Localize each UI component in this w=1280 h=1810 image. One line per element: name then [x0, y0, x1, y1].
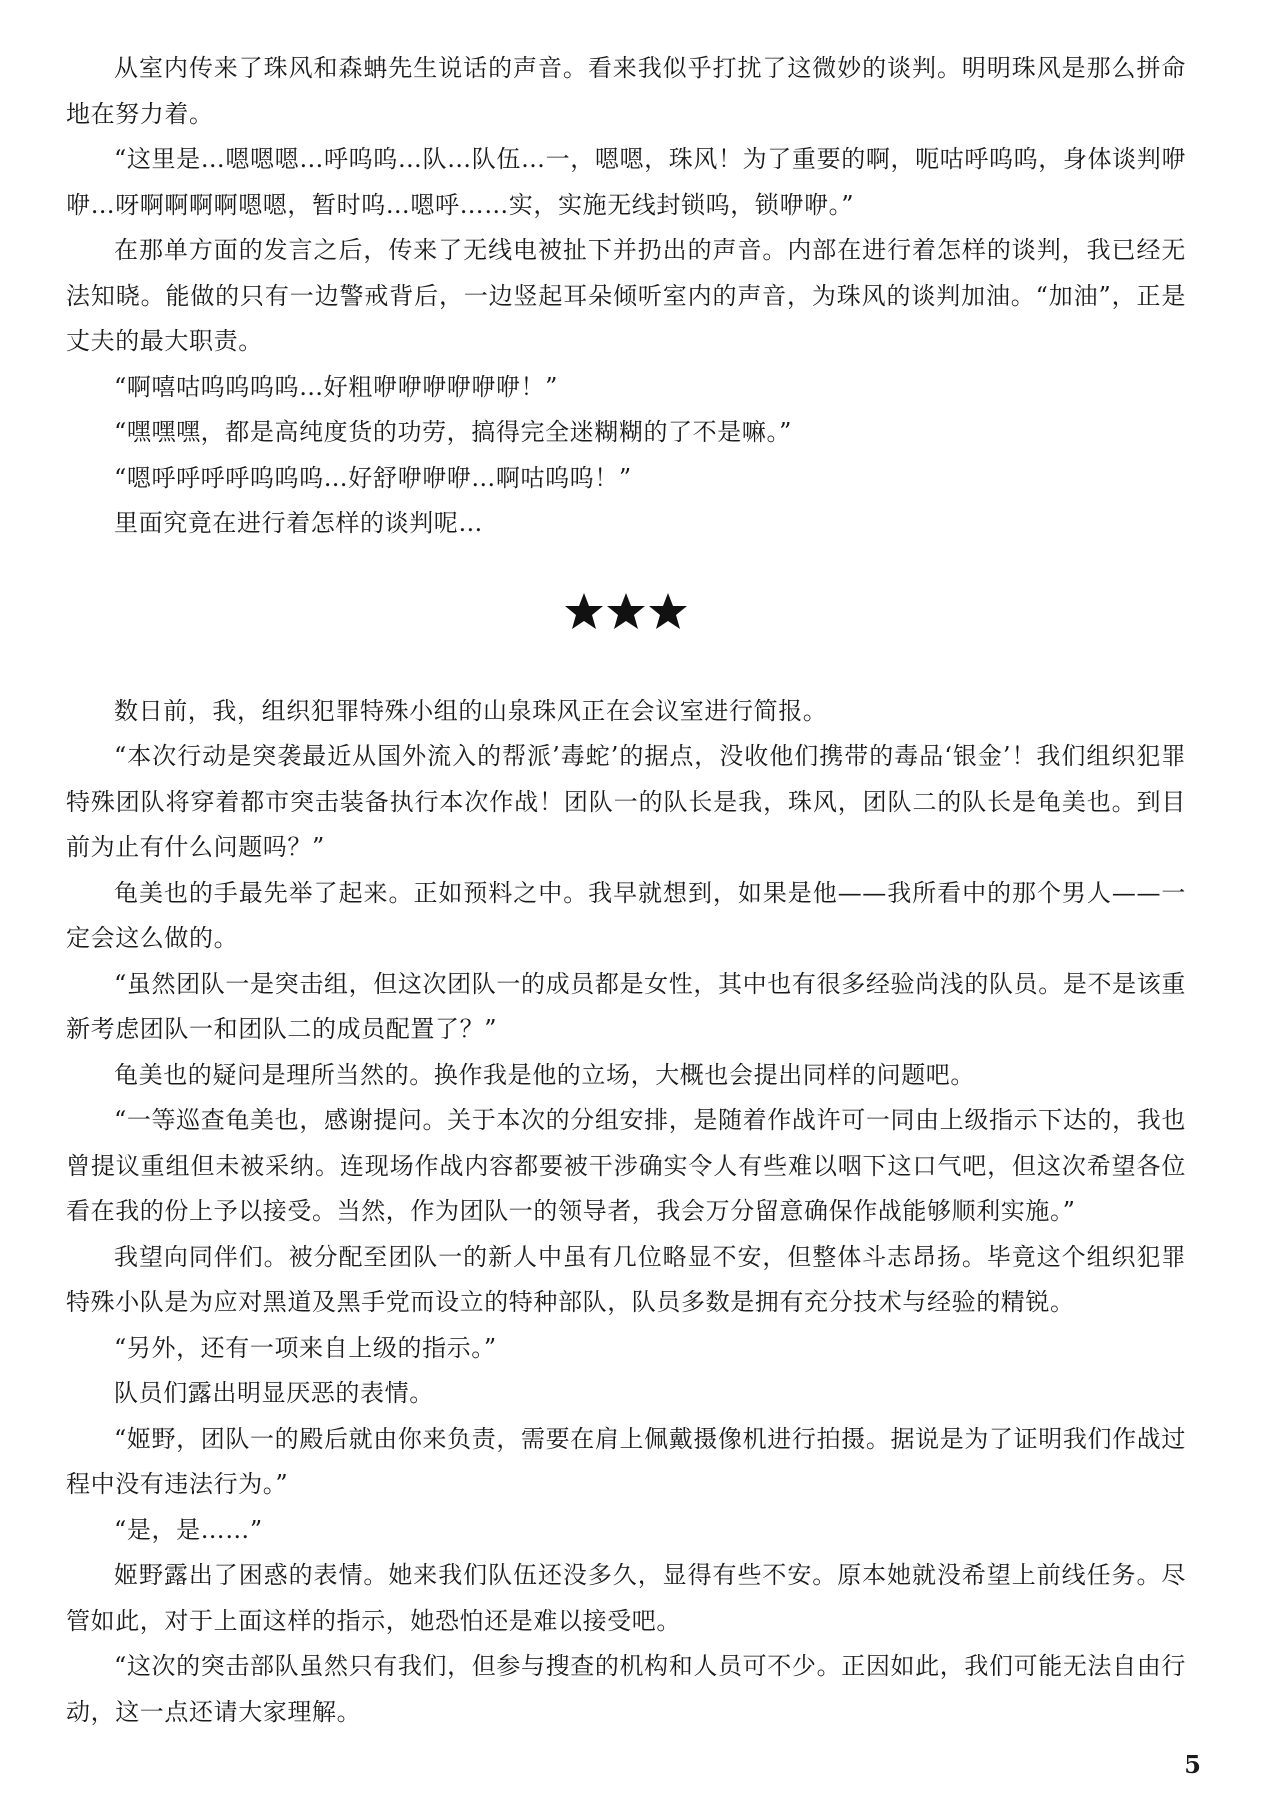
star-icon: [565, 593, 603, 629]
paragraph: “嘿嘿嘿，都是高纯度货的功劳，搞得完全迷糊糊的了不是嘛。”: [114, 418, 792, 446]
page-number: 5: [1184, 1750, 1201, 1779]
paragraph: 在那单方面的发言之后，传来了无线电被扯下并扔出的声音。内部在进行着怎样的谈判，我已经无法知晓。能做的只有一边警戒背后，一边竖起耳朵倾听室内的声音，为珠风的谈判加油。“加油”，正是丈夫的最大职责。: [66, 236, 1186, 355]
paragraph: “姬野，团队一的殿后就由你来负责，需要在肩上佩戴摄像机进行拍摄。据说是为了证明我们作战过程中没有违法行为。”: [66, 1424, 1186, 1498]
paragraph: “啊嘻咕呜呜呜呜…好粗咿咿咿咿咿咿！”: [114, 372, 558, 401]
paragraph: “是，是……”: [114, 1515, 263, 1544]
paragraph: “本次行动是突袭最近从国外流入的帮派’毒蛇’的据点，没收他们携带的毒品‘银金’！我们组织犯罪特殊团队将穿着都市突击装备执行本次作战！团队一的队长是我，珠风，团队二的队长是龟美也。到目前为止有什么问题吗？”: [66, 742, 1186, 861]
paragraph: 姬野露出了困惑的表情。她来我们队伍还没多久，显得有些不安。原本她就没希望上前线任务。尽管如此，对于上面这样的指示，她恐怕还是难以接受吧。: [66, 1561, 1186, 1635]
paragraph: “另外，还有一项来自上级的指示。”: [114, 1333, 497, 1362]
paragraph: “一等巡查龟美也，感谢提问。关于本次的分组安排，是随着作战许可一同由上级指示下达的，我也曾提议重组但未被采纳。连现场作战内容都要被干涉确实令人有些难以咽下这口气吧，但这次希望各位看在我的份上予以接受。当然，作为团队一的领导者，我会万分留意确保作战能够顺利实施。”: [66, 1106, 1186, 1225]
paragraph: 队员们露出明显厌恶的表情。: [114, 1379, 434, 1407]
paragraph: 从室内传来了珠风和森蚺先生说话的声音。看来我似乎打扰了这微妙的谈判。明明珠风是那么拼命地在努力着。: [66, 54, 1186, 128]
spacer: [66, 671, 1186, 689]
section-2: [66, 689, 1186, 1736]
star-icon: [649, 593, 687, 629]
three-stars-icon: [563, 591, 689, 633]
paragraph: 我望向同伴们。被分配至团队一的新人中虽有几位略显不安，但整体斗志昂扬。毕竟这个组织犯罪特殊小队是为应对黑道及黑手党而设立的特种部队，队员多数是拥有充分技术与经验的精锐。: [66, 1242, 1186, 1316]
paragraph: 龟美也的疑问是理所当然的。换作我是他的立场，大概也会提出同样的问题吧。: [114, 1060, 975, 1089]
paragraph: “虽然团队一是突击组，但这次团队一的成员都是女性，其中也有很多经验尚浅的队员。是不是该重新考虑团队一和团队二的成员配置了？”: [66, 969, 1186, 1043]
paragraph: “这里是…嗯嗯嗯…呼呜呜…队…队伍…一，嗯嗯，珠风！为了重要的啊，呃咕呼呜呜，身体谈判咿咿…呀啊啊啊啊嗯嗯，暂时呜…嗯呼……实，实施无线封锁呜，锁咿咿。”: [66, 145, 1186, 219]
paragraph: 数日前，我，组织犯罪特殊小组的山泉珠风正在会议室进行简报。: [114, 696, 828, 725]
paragraph: “这次的突击部队虽然只有我们，但参与搜查的机构和人员可不少。正因如此，我们可能无法自由行动，这一点还请大家理解。: [66, 1652, 1186, 1726]
star-icon: [607, 593, 645, 629]
paragraph: “嗯呼呼呼呼呜呜呜…好舒咿咿咿…啊咕呜呜！”: [114, 463, 632, 492]
paragraph: 里面究竟在进行着怎样的谈判呢…: [114, 509, 483, 537]
document-page: [66, 46, 1186, 1735]
paragraph: 龟美也的手最先举了起来。正如预料之中。我早就想到，如果是他——我所看中的那个男人——一定会这么做的。: [66, 878, 1186, 952]
section-1: [66, 46, 1186, 547]
section-divider: [66, 547, 1186, 671]
